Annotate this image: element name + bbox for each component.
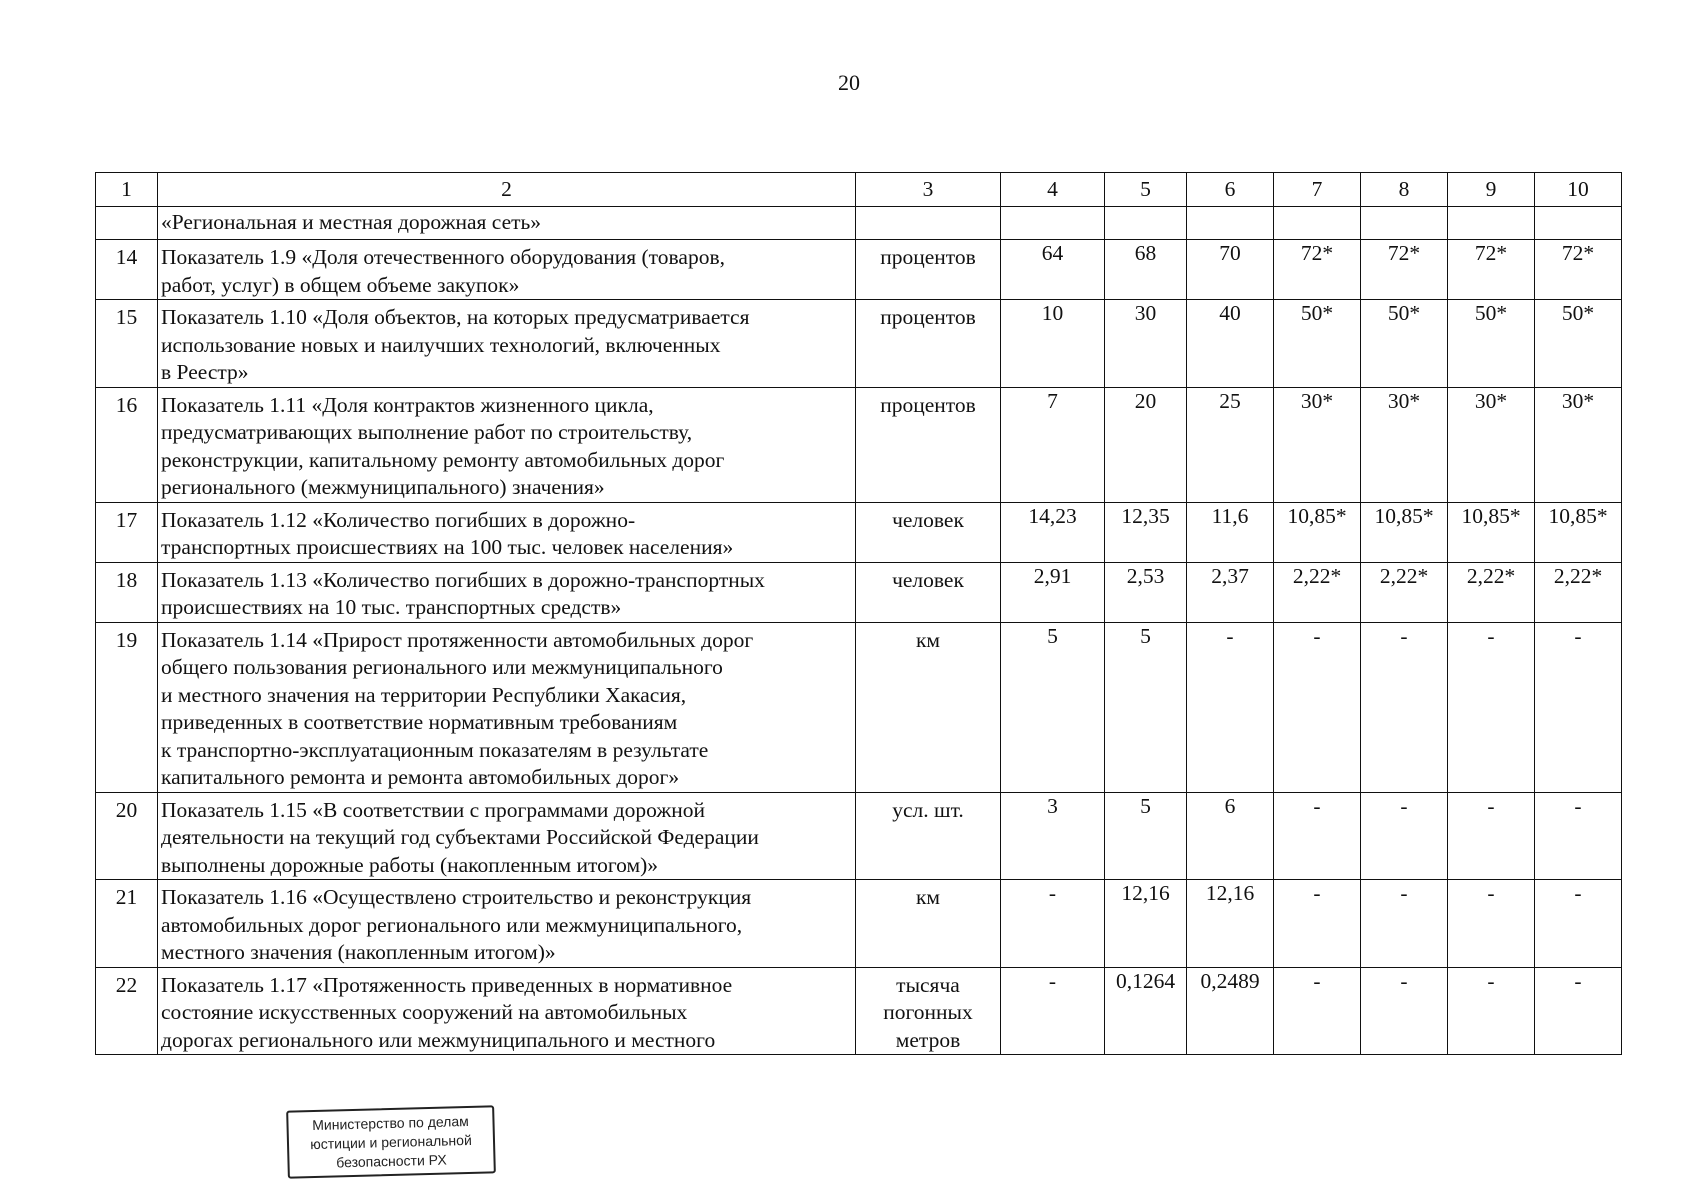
value-cell: 0,1264	[1105, 967, 1187, 1055]
value-cell: -	[1448, 622, 1535, 792]
column-number: 2	[158, 173, 856, 207]
row-number: 18	[96, 562, 158, 622]
empty-cell	[1187, 207, 1274, 240]
stamp-line: Министерство по делам	[312, 1112, 469, 1134]
unit-line: процентов	[880, 245, 976, 269]
value-cell: 3	[1001, 792, 1105, 880]
value-cell: 12,16	[1187, 880, 1274, 968]
value-cell: -	[1274, 792, 1361, 880]
indicator-name-line: Показатель 1.10 «Доля объектов, на которых предусматривается	[161, 305, 750, 329]
indicator-name-line: местного значения (накопленным итогом)»	[161, 940, 556, 964]
unit-line: усл. шт.	[892, 797, 964, 822]
indicator-name	[158, 387, 856, 502]
value-cell: 72*	[1361, 240, 1448, 300]
empty-cell	[856, 207, 1001, 240]
column-number: 8	[1361, 173, 1448, 207]
value-cell: 0,2489	[1187, 967, 1274, 1055]
indicator-name-line: Показатель 1.13 «Количество погибших в дорожно-транспортных	[161, 567, 765, 592]
indicator-name-line: общего пользования регионального или межмуниципального	[161, 655, 723, 679]
indicator-row	[96, 792, 1622, 880]
value-cell: 40	[1187, 300, 1274, 388]
unit-line: тысяча	[896, 972, 960, 997]
value-cell: 25	[1187, 387, 1274, 502]
indicator-name	[158, 240, 856, 300]
column-number: 6	[1187, 173, 1274, 207]
indicator-row	[96, 562, 1622, 622]
indicator-name-line: в Реестр»	[161, 360, 249, 384]
indicator-name-line: регионального (межмуниципального) значения»	[161, 475, 605, 499]
value-cell: 5	[1105, 622, 1187, 792]
indicator-name-line: выполнены дорожные работы (накопленным итогом)»	[161, 852, 658, 877]
value-cell: -	[1448, 792, 1535, 880]
indicator-name-line: к транспортно-эксплуатационным показателям в результате	[161, 737, 709, 762]
indicator-row	[96, 967, 1622, 1055]
value-cell: 2,22*	[1448, 562, 1535, 622]
value-cell: -	[1361, 622, 1448, 792]
unit-line: процентов	[880, 305, 976, 329]
indicator-name	[158, 792, 856, 880]
indicator-row	[96, 300, 1622, 388]
value-cell: -	[1274, 967, 1361, 1055]
indicator-name-line: дорогах регионального или межмуниципального и местного	[161, 1027, 716, 1052]
value-cell: -	[1448, 880, 1535, 968]
row-number: 15	[96, 300, 158, 388]
value-cell: 2,91	[1001, 562, 1105, 622]
value-cell: 5	[1001, 622, 1105, 792]
indicator-name	[158, 967, 856, 1055]
indicator-name	[158, 502, 856, 562]
unit-line: км	[915, 627, 941, 652]
indicator-name-line: реконструкции, капитальному ремонту автомобильных дорог	[161, 447, 725, 472]
unit-cell	[856, 240, 1001, 300]
row-number: 20	[96, 792, 158, 880]
column-number: 9	[1448, 173, 1535, 207]
value-cell: 30*	[1535, 387, 1622, 502]
page-number: 20	[838, 70, 860, 95]
unit-line: погонных	[883, 1000, 973, 1024]
value-cell: 12,16	[1105, 880, 1187, 968]
unit-cell	[856, 792, 1001, 880]
unit-cell	[856, 562, 1001, 622]
value-cell: 72*	[1274, 240, 1361, 300]
value-cell: 68	[1105, 240, 1187, 300]
value-cell: 50*	[1535, 300, 1622, 388]
unit-cell	[856, 880, 1001, 968]
indicator-name	[158, 622, 856, 792]
indicator-row	[96, 880, 1622, 968]
value-cell: 2,22*	[1361, 562, 1448, 622]
value-cell: -	[1535, 967, 1622, 1055]
value-cell: 7	[1001, 387, 1105, 502]
column-number: 10	[1535, 173, 1622, 207]
value-cell: 6	[1187, 792, 1274, 880]
value-cell: 5	[1105, 792, 1187, 880]
indicators-table	[95, 172, 1622, 1055]
section-num-cell	[96, 207, 158, 240]
value-cell: -	[1187, 622, 1274, 792]
value-cell: 10,85*	[1361, 502, 1448, 562]
section-title: «Региональная и местная дорожная сеть»	[158, 207, 856, 240]
empty-cell	[1448, 207, 1535, 240]
value-cell: 10,85*	[1448, 502, 1535, 562]
indicator-row	[96, 502, 1622, 562]
value-cell: -	[1274, 622, 1361, 792]
unit-cell	[856, 300, 1001, 388]
column-number: 3	[856, 173, 1001, 207]
value-cell: -	[1535, 880, 1622, 968]
value-cell: -	[1535, 622, 1622, 792]
value-cell: -	[1361, 967, 1448, 1055]
value-cell: 64	[1001, 240, 1105, 300]
value-cell: 2,53	[1105, 562, 1187, 622]
indicator-name-line: и местного значения на территории Республики Хакасия,	[161, 682, 687, 707]
value-cell: 70	[1187, 240, 1274, 300]
empty-cell	[1361, 207, 1448, 240]
indicator-name-line: деятельности на текущий год субъектами Российской Федерации	[161, 825, 759, 849]
value-cell: -	[1448, 967, 1535, 1055]
indicator-row	[96, 387, 1622, 502]
value-cell: 2,22*	[1535, 562, 1622, 622]
value-cell: 50*	[1448, 300, 1535, 388]
value-cell: 10,85*	[1535, 502, 1622, 562]
value-cell: -	[1001, 967, 1105, 1055]
stamp-line: юстиции и региональной	[310, 1131, 472, 1153]
indicator-name-line: автомобильных дорог регионального или межмуниципального,	[161, 912, 743, 937]
unit-line: метров	[895, 1027, 961, 1052]
indicator-name-line: Показатель 1.16 «Осуществлено строительство и реконструкция	[161, 885, 752, 909]
indicator-name-line: Показатель 1.11 «Доля контрактов жизненного цикла,	[161, 392, 654, 417]
unit-line: процентов	[880, 392, 976, 417]
row-number: 17	[96, 502, 158, 562]
value-cell: 10,85*	[1274, 502, 1361, 562]
indicator-name-line: использование новых и наилучших технологий, включенных	[161, 332, 721, 357]
empty-cell	[1274, 207, 1361, 240]
value-cell: 50*	[1361, 300, 1448, 388]
indicator-name	[158, 880, 856, 968]
unit-cell	[856, 387, 1001, 502]
row-number: 14	[96, 240, 158, 300]
value-cell: -	[1535, 792, 1622, 880]
value-cell: 50*	[1274, 300, 1361, 388]
indicator-name	[158, 562, 856, 622]
indicator-name-line: происшествиях на 10 тыс. транспортных средств»	[161, 595, 622, 619]
row-number: 22	[96, 967, 158, 1055]
value-cell: 2,22*	[1274, 562, 1361, 622]
value-cell: 72*	[1535, 240, 1622, 300]
ministry-stamp	[286, 1105, 496, 1178]
value-cell: -	[1001, 880, 1105, 968]
value-cell: 72*	[1448, 240, 1535, 300]
indicator-name-line: приведенных в соответствие нормативным требованиям	[161, 710, 678, 734]
value-cell: -	[1361, 880, 1448, 968]
indicator-name-line: Показатель 1.17 «Протяженность приведенных в нормативное	[161, 972, 733, 997]
indicator-name-line: капитального ремонта и ремонта автомобильных дорог»	[161, 765, 680, 789]
row-number: 16	[96, 387, 158, 502]
row-number: 19	[96, 622, 158, 792]
column-number: 5	[1105, 173, 1187, 207]
unit-line: км	[915, 885, 941, 909]
stamp-line: безопасности РХ	[336, 1151, 447, 1171]
indicator-row	[96, 622, 1622, 792]
indicator-name	[158, 300, 856, 388]
indicator-row	[96, 240, 1622, 300]
value-cell: 20	[1105, 387, 1187, 502]
indicator-name-line: транспортных происшествиях на 100 тыс. человек населения»	[161, 535, 734, 559]
indicator-name-line: Показатель 1.15 «В соответствии с программами дорожной	[161, 797, 705, 822]
column-number-row	[96, 173, 1622, 207]
value-cell: 30	[1105, 300, 1187, 388]
empty-cell	[1001, 207, 1105, 240]
value-cell: 30*	[1274, 387, 1361, 502]
value-cell: 12,35	[1105, 502, 1187, 562]
value-cell: -	[1274, 880, 1361, 968]
value-cell: 11,6	[1187, 502, 1274, 562]
value-cell: -	[1361, 792, 1448, 880]
indicator-name-line: Показатель 1.14 «Прирост протяженности автомобильных дорог	[161, 627, 754, 652]
unit-line: человек	[892, 567, 964, 592]
unit-cell	[856, 622, 1001, 792]
value-cell: 14,23	[1001, 502, 1105, 562]
row-number: 21	[96, 880, 158, 968]
empty-cell	[1535, 207, 1622, 240]
value-cell: 30*	[1361, 387, 1448, 502]
value-cell: 10	[1001, 300, 1105, 388]
column-number: 4	[1001, 173, 1105, 207]
value-cell: 30*	[1448, 387, 1535, 502]
indicator-name-line: предусматривающих выполнение работ по строительству,	[161, 420, 693, 444]
unit-cell	[856, 967, 1001, 1055]
value-cell: 2,37	[1187, 562, 1274, 622]
indicator-name-line: состояние искусственных сооружений на автомобильных	[161, 1000, 688, 1024]
indicator-name-line: работ, услуг) в общем объеме закупок»	[161, 272, 520, 297]
section-row	[96, 207, 1622, 240]
column-number: 1	[96, 173, 158, 207]
indicator-name-line: Показатель 1.9 «Доля отечественного оборудования (товаров,	[161, 245, 725, 269]
unit-cell	[856, 502, 1001, 562]
empty-cell	[1105, 207, 1187, 240]
column-number: 7	[1274, 173, 1361, 207]
indicator-name-line: Показатель 1.12 «Количество погибших в дорожно-	[161, 507, 636, 532]
unit-line: человек	[892, 507, 964, 532]
